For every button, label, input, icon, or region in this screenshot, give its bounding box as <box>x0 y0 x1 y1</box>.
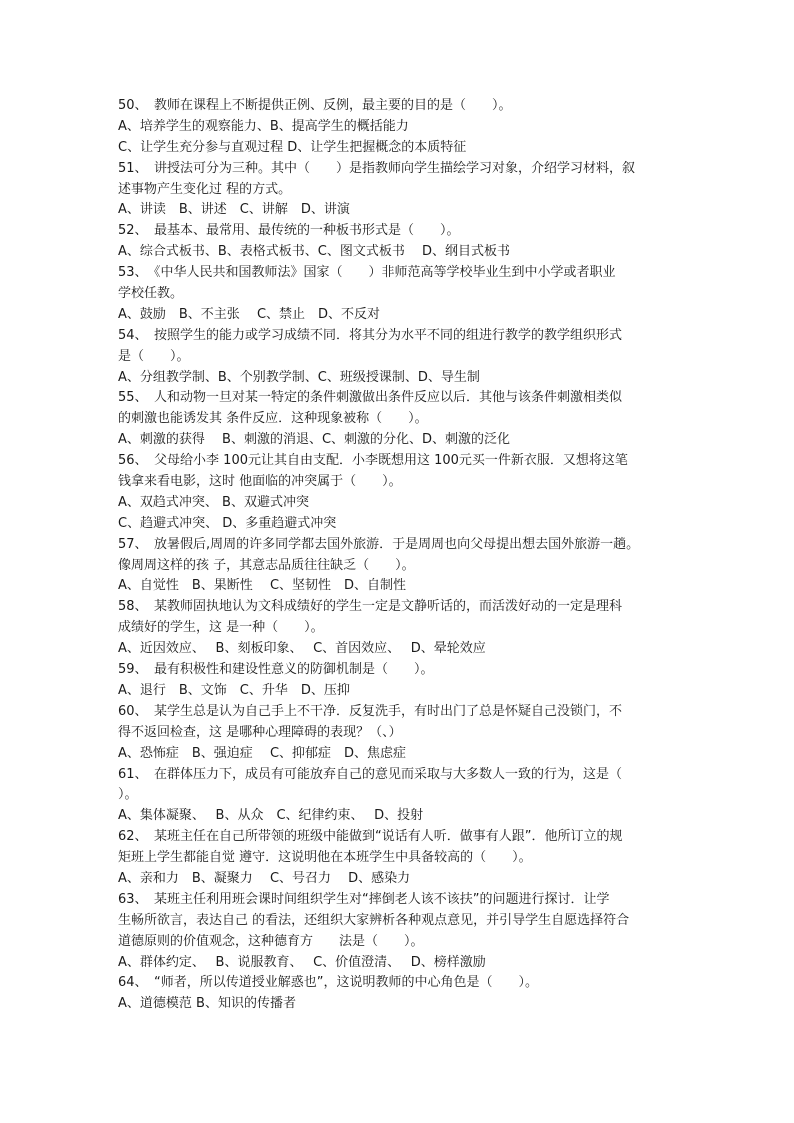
question-61-cont: ）。 <box>118 787 138 803</box>
question-59: 59、 最有积极性和建设性意义的防御机制是（ ）。 <box>118 662 434 678</box>
question-57-options: A、自觉性 B、果断性 C、坚韧性 D、自制性 <box>118 578 407 594</box>
question-57: 57、 放暑假后,周周的许多同学都去国外旅游．于是周周也向父母提出想去国外旅游一趟。 <box>118 536 640 552</box>
question-51: 51、 讲授法可分为三种。其中（ ）是指教师向学生描绘学习对象，介绍学习材料，叙 <box>118 160 636 176</box>
question-61-options: A、集体凝聚、 B、从众 C、纪律约束、 D、投射 <box>118 808 424 824</box>
question-52: 52、 最基本、最常用、最传统的一种板书形式是（ ）。 <box>118 223 460 239</box>
question-62: 62、 某班主任在自己所带领的班级中能做到“说话有人听．做事有人跟”．他所订立的规 <box>118 829 623 845</box>
question-54: 54、 按照学生的能力或学习成绩不同．将其分为水平不同的组进行教学的教学组织形式 <box>118 327 623 343</box>
question-56-cont: 钱拿来看电影，这时 他面临的冲突属于（ ）。 <box>118 474 402 490</box>
question-63-cont-1: 生畅所欲言，表达自己 的看法，还组织大家辨析各种观点意见，并引导学生自愿选择符合 <box>118 912 630 928</box>
question-63-options: A、群体约定、 B、说服教育、 C、价值澄清、 D、榜样激励 <box>118 954 486 970</box>
question-50-options-cd: C、让学生充分参与直观过程 D、让学生把握概念的本质特征 <box>118 139 467 155</box>
question-56-options-cd: C、趋避式冲突、 D、多重趋避式冲突 <box>118 515 337 531</box>
question-50: 50、 教师在课程上不断提供正例、反例，最主要的目的是（ ）。 <box>118 98 512 113</box>
question-58-options: A、近因效应、 B、刻板印象、 C、首因效应、 D、晕轮效应 <box>118 641 486 657</box>
question-53-cont: 学校任教。 <box>118 286 184 302</box>
question-62-cont: 矩班上学生都能自觉 遵守．这说明他在本班学生中具备较高的（ ）。 <box>118 850 532 866</box>
question-61: 61、 在群体压力下，成员有可能放弃自己的意见而采取与大多数人一致的行为，这是（ <box>118 766 623 782</box>
question-56-options-ab: A、双趋式冲突、 B、双避式冲突 <box>118 494 309 510</box>
question-62-options: A、亲和力 B、凝聚力 C、号召力 D、感染力 <box>118 870 411 886</box>
question-58: 58、 某教师固执地认为文科成绩好的学生一定是文静听话的，而活泼好动的一定是理科 <box>118 599 623 615</box>
question-64-options: A、道德模范 B、知识的传播者 <box>118 996 296 1012</box>
exam-questions <box>118 96 678 1015</box>
question-57-cont: 像周周这样的孩 子，其意志品质往往缺乏（ ）。 <box>118 557 415 573</box>
question-54-options: A、分组教学制、B、个别教学制、C、班级授课制、D、导生制 <box>118 369 480 385</box>
question-59-options: A、退行 B、文饰 C、升华 D、压抑 <box>118 682 350 698</box>
question-51-cont: 述事物产生变化过 程的方式。 <box>118 181 292 197</box>
question-60: 60、 某学生总是认为自己手上不干净．反复洗手，有时出门了总是怀疑自己没锁门，不 <box>118 703 623 719</box>
question-58-cont: 成绩好的学生，这 是一种（ ）。 <box>118 620 324 636</box>
question-53-options: A、鼓励 B、不主张 C、禁止 D、不反对 <box>118 306 381 322</box>
question-53: 53、 《中华人民共和国教师法》国家（ ）非师范高等学校毕业生到中小学或者职业 <box>118 265 616 281</box>
question-55-options: A、刺激的获得 B、刺激的消退、C、刺激的分化、D、刺激的泛化 <box>118 432 511 448</box>
question-63-cont-2: 道德原则的价值观念，这种德育方 法是（ ）。 <box>118 933 424 949</box>
question-55-cont: 的刺激也能诱发其 条件反应．这种现象被称（ ）。 <box>118 411 428 427</box>
question-54-cont: 是（ ）。 <box>118 348 190 364</box>
question-50-options-ab: A、培养学生的观察能力、B、提高学生的概括能力 <box>118 118 409 134</box>
question-52-options: A、综合式板书、B、表格式板书、C、图文式板书 D、纲目式板书 <box>118 244 511 260</box>
question-63: 63、 某班主任利用班会课时间组织学生对“摔倒老人该不该扶”的问题进行探讨．让学 <box>118 891 610 907</box>
question-55: 55、 人和动物一旦对某一特定的条件刺激做出条件反应以后．其他与该条件刺激相类似 <box>118 390 623 406</box>
question-60-options: A、恐怖症 B、强迫症 C、抑郁症 D、焦虑症 <box>118 745 407 761</box>
question-64: 64、 “师者，所以传道授业解惑也”，这说明教师的中心角色是（ ）。 <box>118 975 539 991</box>
question-56: 56、 父母给小李 100元让其自由支配．小李既想用这 100元买一件新衣服．又想将这笔 <box>118 453 628 469</box>
question-60-cont: 得不返回检查，这 是哪种心理障碍的表现？（、） <box>118 724 402 740</box>
question-51-options: A、讲读 B、讲述 C、讲解 D、讲演 <box>118 202 350 218</box>
